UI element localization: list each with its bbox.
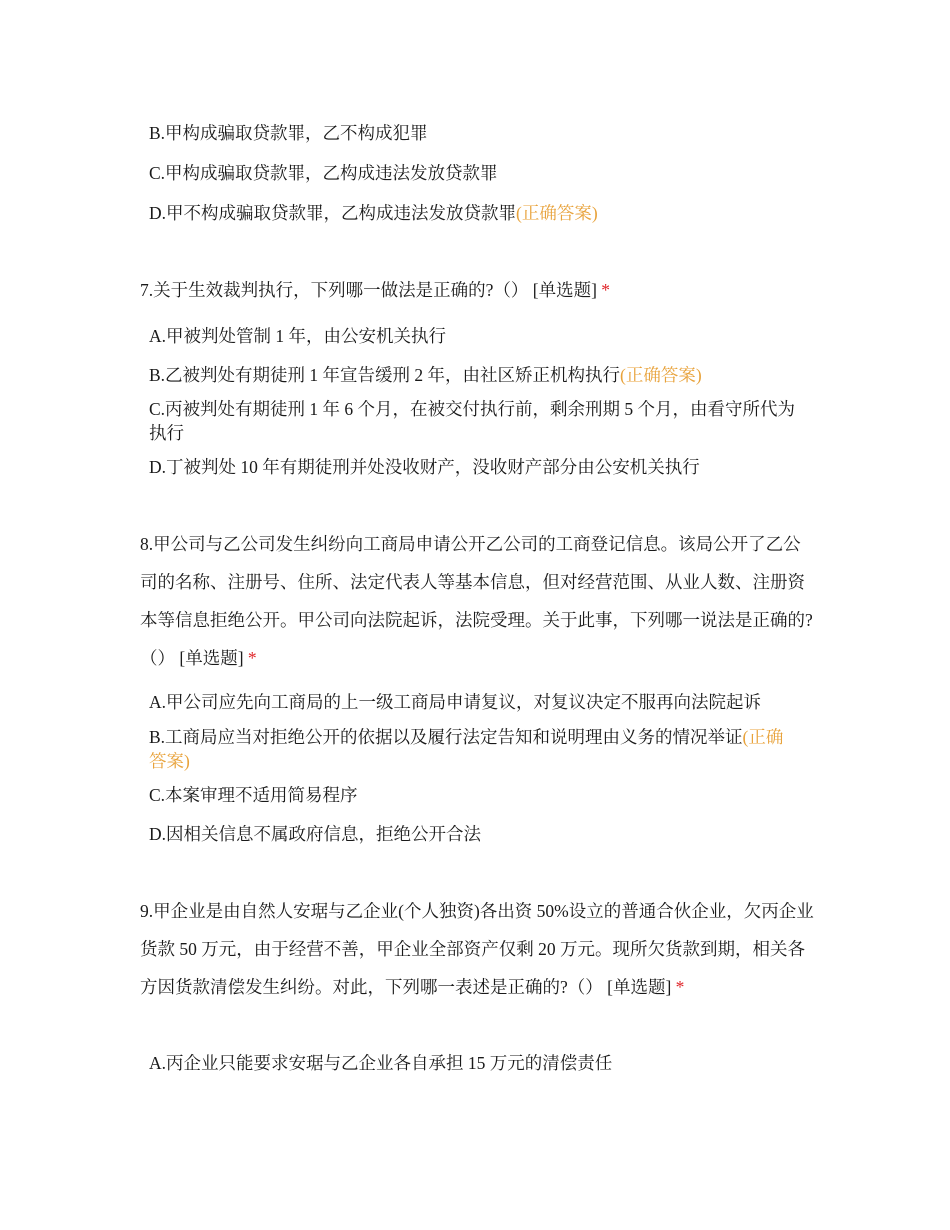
q7-option-a: [149, 324, 809, 348]
q9-question: [140, 892, 815, 1006]
q8-option-a: [149, 690, 809, 714]
question-text: 7.关于生效裁判执行，下列哪一做法是正确的?（） [单选题]: [140, 280, 597, 300]
q6-option-b: [149, 121, 809, 145]
question-text: 8.甲公司与乙公司发生纠纷向工商局申请公开乙公司的工商登记信息。该局公开了乙公司的名称、注册号、住所、法定代表人等基本信息，但对经营范围、从业人数、注册资本等信息拒绝公开。甲公司向法院起诉，法院受理。关于此事，下列哪一说法是正确的?（） [单选题]: [140, 534, 813, 668]
q6-option-d: [149, 201, 809, 225]
correct-answer-tag: (正确答案): [149, 727, 784, 771]
correct-answer-tag: (正确答案): [620, 365, 702, 385]
question-text: 9.甲企业是由自然人安琚与乙企业(个人独资)各出资 50%设立的普通合伙企业，欠丙企业货款 50 万元，由于经营不善，甲企业全部资产仅剩 20 万元。现所欠货款到期，相关各方因货款清偿发生纠纷。对此，下列哪一表述是正确的?（） [单选题]: [140, 901, 814, 997]
option-text: C.甲构成骗取贷款罪，乙构成违法发放贷款罪: [149, 163, 498, 183]
option-text: D.丁被判处 10 年有期徒刑并处没收财产，没收财产部分由公安机关执行: [149, 457, 700, 477]
option-text: B.工商局应当对拒绝公开的依据以及履行法定告知和说明理由义务的情况举证: [149, 727, 743, 747]
option-text: A.丙企业只能要求安琚与乙企业各自承担 15 万元的清偿责任: [149, 1053, 613, 1073]
q6-option-c: [149, 161, 809, 185]
q8-question: [140, 525, 815, 677]
q7-question: [140, 278, 815, 302]
option-text: C.本案审理不适用简易程序: [149, 785, 358, 805]
correct-answer-tag: (正确答案): [516, 203, 598, 223]
required-mark: *: [675, 977, 685, 997]
option-text: A.甲被判处管制 1 年，由公安机关执行: [149, 326, 447, 346]
q8-option-d: [149, 822, 809, 846]
option-text: C.丙被判处有期徒刑 1 年 6 个月，在被交付执行前，剩余刑期 5 个月，由看守所代为执行: [149, 399, 796, 443]
option-text: B.乙被判处有期徒刑 1 年宣告缓刑 2 年，由社区矫正机构执行: [149, 365, 621, 385]
q9-option-a: [149, 1051, 809, 1075]
option-text: A.甲公司应先向工商局的上一级工商局申请复议，对复议决定不服再向法院起诉: [149, 692, 762, 712]
option-text: B.甲构成骗取贷款罪，乙不构成犯罪: [149, 123, 428, 143]
q8-option-b: [149, 725, 789, 773]
q8-option-c: [149, 783, 809, 807]
q7-option-d: [149, 455, 809, 479]
q7-option-c: [149, 397, 799, 445]
required-mark: *: [601, 280, 611, 300]
option-text: D.因相关信息不属政府信息，拒绝公开合法: [149, 824, 482, 844]
q7-option-b: [149, 363, 809, 387]
required-mark: *: [247, 648, 257, 668]
option-text: D.甲不构成骗取贷款罪，乙构成违法发放贷款罪: [149, 203, 517, 223]
